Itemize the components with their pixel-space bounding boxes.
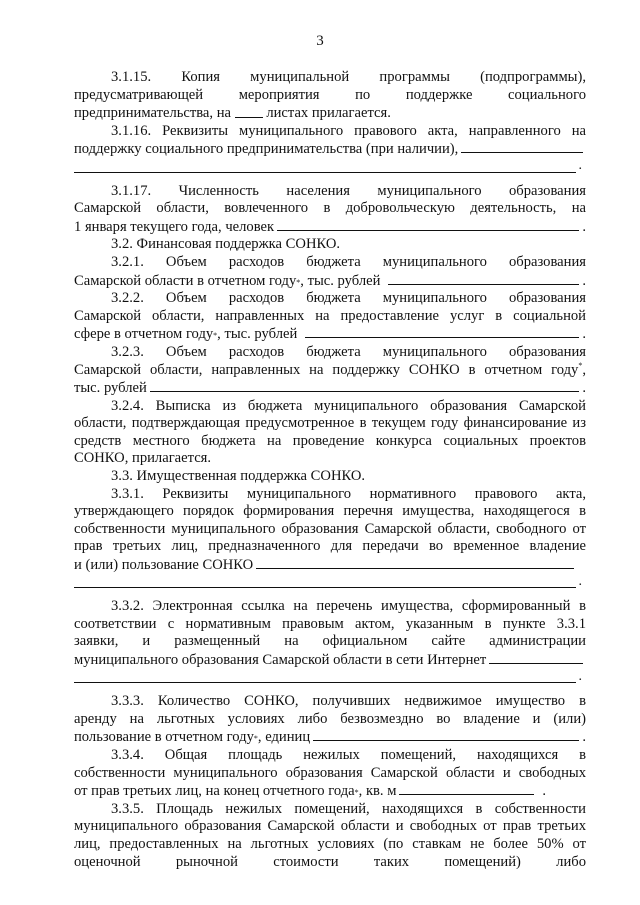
para-3-2-2-line2: Самарской области, направленных на предоставление услуг в социальной [74,307,586,324]
para-3-1-15-line2: предусматривающей мероприятия по поддержке социального [74,86,586,103]
para-3-3-4-line1: 3.3.4. Общая площадь нежилых помещений, находящихся в [111,746,586,763]
sonko-support-expenses-blank [150,379,580,392]
para-3-1-16-line2: поддержку социального предпринимательства (при наличии), [74,140,586,159]
para-3-3-1: 3.3.1. Реквизиты муниципального нормативного правового акта, утверждающего порядок формирования перечня имущества, находящегося в собственности муниципального образования Самарской области, свободного от прав третьих лиц, предназначенного для передачи во временное владение [74,485,586,555]
social-services-expenses-blank [305,325,579,338]
para-3-2-4: 3.2.4. Выписка из бюджета муниципального образования Самарской области, подтверждающая предусмотренное в текущем году финансирование из средств местного бюджета на проведение конкурса социальных проектов СОНКО, прилагается. [74,397,586,467]
para-3-1-15-line3: предпринимательства, на листах прилагается. [74,105,391,122]
page-number: 3 [316,33,324,49]
section-3-2-heading: 3.2. Финансовая поддержка СОНКО. [111,236,341,253]
para-3-2-3-line1: 3.2.3. Объем расходов бюджета муниципального образования [111,343,586,360]
volunteers-count-blank [277,218,579,231]
sonko-count-blank [313,728,579,741]
para-3-1-15-line1: 3.1.15. Копия муниципальной программы (подпрограммы), [111,69,586,85]
para-3-3-2-line3: заявки, и размещенный на официальном сайте администрации [74,633,586,650]
document-body [74,69,586,871]
para-3-3-5: 3.3.5. Площадь нежилых помещений, находящихся в собственности муниципального образования Самарской области и свободных от прав третьих лиц, предоставленных на льготных условиях (по ставкам не более 50% от оценочной рыночной стоимости таких помещений) либо [74,800,586,870]
para-3-1-17-line1: 3.1.17. Численность населения муниципального образования [111,182,586,199]
para-3-3-3-line3: пользование в отчетном году * , единиц . [74,729,586,746]
para-3-2-2-line3: сфере в отчетном году * , тыс. рублей . [74,326,586,343]
para-3-1-16-line1: 3.1.16. Реквизиты муниципального правового акта, направленного на [111,122,586,139]
budget-expenses-blank [388,272,579,285]
para-3-3-3-line2: аренду на льготных условиях либо безвозмездно во владение и (или) [74,710,586,727]
blank-line: . [74,575,586,593]
section-3-3-heading: 3.3. Имущественная поддержка СОНКО. [111,468,366,485]
blank-line: . [74,670,586,688]
property-act-blank [256,556,574,569]
para-3-1-17-line2: Самарской области, вовлеченного в добровольческую деятельность, на [74,200,586,217]
premises-area-blank [399,782,534,795]
para-3-3-4-line3: от прав третьих лиц, на конец отчетного года * , кв. м . [74,783,546,800]
para-3-1-17-line3: 1 января текущего года, человек . [74,218,586,235]
para-3-2-1-line2: Самарской области в отчетном году * , тыс. рублей . [74,272,586,289]
blank-line: . [74,159,586,177]
para-3-3-1-last: и (или) пользование СОНКО [74,556,586,575]
para-3-3-2-line2: соответствии с нормативным правовым актом, указанным в пункте 3.3.1 [74,615,586,632]
para-3-2-2-line1: 3.2.2. Объем расходов бюджета муниципального образования [111,290,586,307]
para-3-3-4-line2: собственности муниципального образования Самарской области и свободных [74,764,586,781]
sheets-count-blank [235,104,263,118]
internet-link-blank [489,651,583,664]
para-3-3-3-line1: 3.3.3. Количество СОНКО, получивших недвижимое имущество в [111,693,586,710]
para-3-2-1-line1: 3.2.1. Объем расходов бюджета муниципального образования [111,253,586,270]
para-3-3-2-line1: 3.3.2. Электронная ссылка на перечень имущества, сформированный в [111,598,586,615]
legal-act-blank [461,140,583,153]
para-3-3-2-line4: муниципального образования Самарской области в сети Интернет [74,651,586,670]
para-3-2-3-line3: тыс. рублей . [74,380,586,397]
para-3-2-3-line2: Самарской области, направленных на поддержку СОНКО в отчетном году*, [74,360,586,378]
